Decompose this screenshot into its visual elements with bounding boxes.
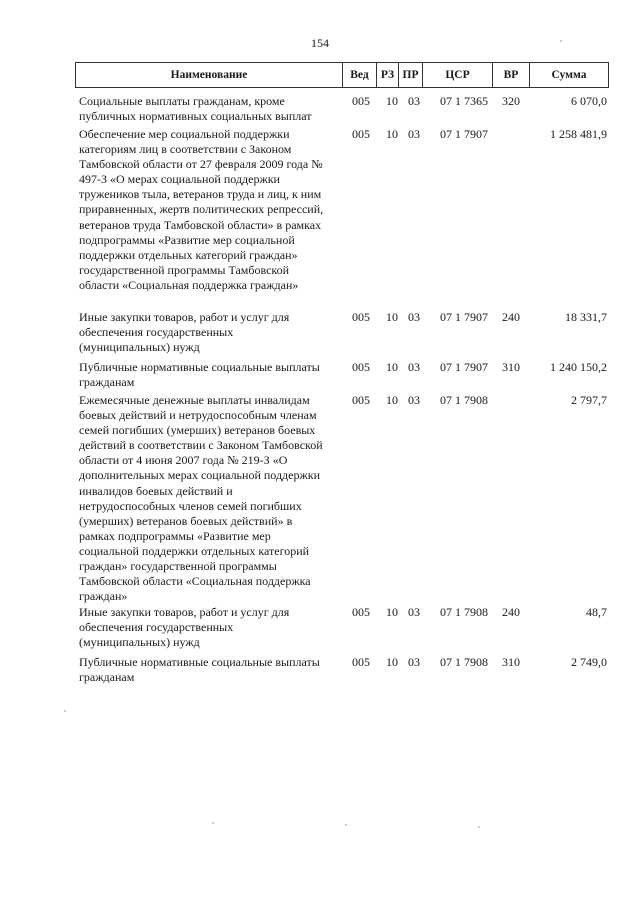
row-csr: 07 1 7908 xyxy=(440,655,488,669)
row-csr: 07 1 7907 xyxy=(440,360,488,374)
row-name: Социальные выплаты гражданам, кроме публичных нормативных социальных выплат xyxy=(79,94,312,124)
column-header-csr: ЦСР xyxy=(422,63,492,87)
row-name: Иные закупки товаров, работ и услуг для обеспечения государственных (муниципальных) нужд xyxy=(79,310,290,355)
row-name: Публичные нормативные социальные выплаты гражданам xyxy=(79,360,320,390)
row-name: Иные закупки товаров, работ и услуг для обеспечения государственных (муниципальных) нужд xyxy=(79,605,290,650)
row-csr: 07 1 7907 xyxy=(440,310,488,324)
column-header-pr: ПР xyxy=(398,63,422,87)
scan-speck xyxy=(345,824,347,826)
column-header-name: Наименование xyxy=(170,69,248,81)
row-sum: 1 258 481,9 xyxy=(550,127,607,141)
row-vr: 310 xyxy=(502,655,520,669)
row-csr: 07 1 7907 xyxy=(440,127,488,141)
row-vr: 320 xyxy=(502,94,520,108)
row-ved: 005 xyxy=(352,605,370,619)
row-ved: 005 xyxy=(352,127,370,141)
row-sum: 48,7 xyxy=(586,605,607,619)
row-ved: 005 xyxy=(352,360,370,374)
row-rz: 10 xyxy=(386,655,398,669)
column-header-vr: ВР xyxy=(492,63,529,87)
row-sum: 2 797,7 xyxy=(571,393,607,407)
row-sum: 1 240 150,2 xyxy=(550,360,607,374)
row-ved: 005 xyxy=(352,393,370,407)
row-pr: 03 xyxy=(408,127,420,141)
row-rz: 10 xyxy=(386,605,398,619)
row-pr: 03 xyxy=(408,94,420,108)
row-pr: 03 xyxy=(408,310,420,324)
row-pr: 03 xyxy=(408,393,420,407)
row-sum: 6 070,0 xyxy=(571,94,607,108)
table-header xyxy=(75,62,609,88)
row-vr: 240 xyxy=(502,605,520,619)
row-rz: 10 xyxy=(386,310,398,324)
row-pr: 03 xyxy=(408,655,420,669)
scan-speck xyxy=(560,40,562,42)
row-rz: 10 xyxy=(386,393,398,407)
row-csr: 07 1 7908 xyxy=(440,605,488,619)
scan-speck xyxy=(64,710,66,712)
row-name: Обеспечение мер социальной поддержки категориям лиц в соответствии с Законом Тамбовской области от 27 февраля 2009 года № 497-З «О мерах социальной поддержки тружеников тыла, ветеранов труда и лиц, к ним приравненных, жертв политических репрессий, ветеранов труда Тамбовской области» в рамках подпрограммы «Развитие мер социальной поддержки отдельных категорий граждан» государственной программы Тамбовской области «Социальная поддержка граждан» xyxy=(79,127,324,292)
row-ved: 005 xyxy=(352,310,370,324)
row-rz: 10 xyxy=(386,127,398,141)
column-header-sum: Сумма xyxy=(529,63,608,87)
row-ved: 005 xyxy=(352,94,370,108)
row-rz: 10 xyxy=(386,94,398,108)
row-sum: 2 749,0 xyxy=(571,655,607,669)
scan-speck xyxy=(478,826,480,828)
column-header-rz: РЗ xyxy=(376,63,398,87)
scan-speck xyxy=(212,822,214,824)
row-rz: 10 xyxy=(386,360,398,374)
row-name: Ежемесячные денежные выплаты инвалидам боевых действий и нетрудоспособным членам семей погибших (умерших) ветеранов боевых действий в соответствии с Законом Тамбовской области от 4 июня 2007 года № 219-З «О дополнительных мерах социальной поддержки инвалидов боевых действий и нетрудоспособных членов семей погибших (умерших) ветеранов боевых действий» в рамках подпрограммы «Развитие мер социальной поддержки отдельных категорий граждан» государственной программы Тамбовской области «Социальная поддержка граждан» xyxy=(79,393,323,604)
row-pr: 03 xyxy=(408,605,420,619)
row-csr: 07 1 7365 xyxy=(440,94,488,108)
row-ved: 005 xyxy=(352,655,370,669)
row-csr: 07 1 7908 xyxy=(440,393,488,407)
page-number: 154 xyxy=(311,36,329,50)
row-name: Публичные нормативные социальные выплаты гражданам xyxy=(79,655,320,685)
row-sum: 18 331,7 xyxy=(565,310,607,324)
row-pr: 03 xyxy=(408,360,420,374)
row-vr: 310 xyxy=(502,360,520,374)
row-vr: 240 xyxy=(502,310,520,324)
column-header-ved: Вед xyxy=(342,63,376,87)
